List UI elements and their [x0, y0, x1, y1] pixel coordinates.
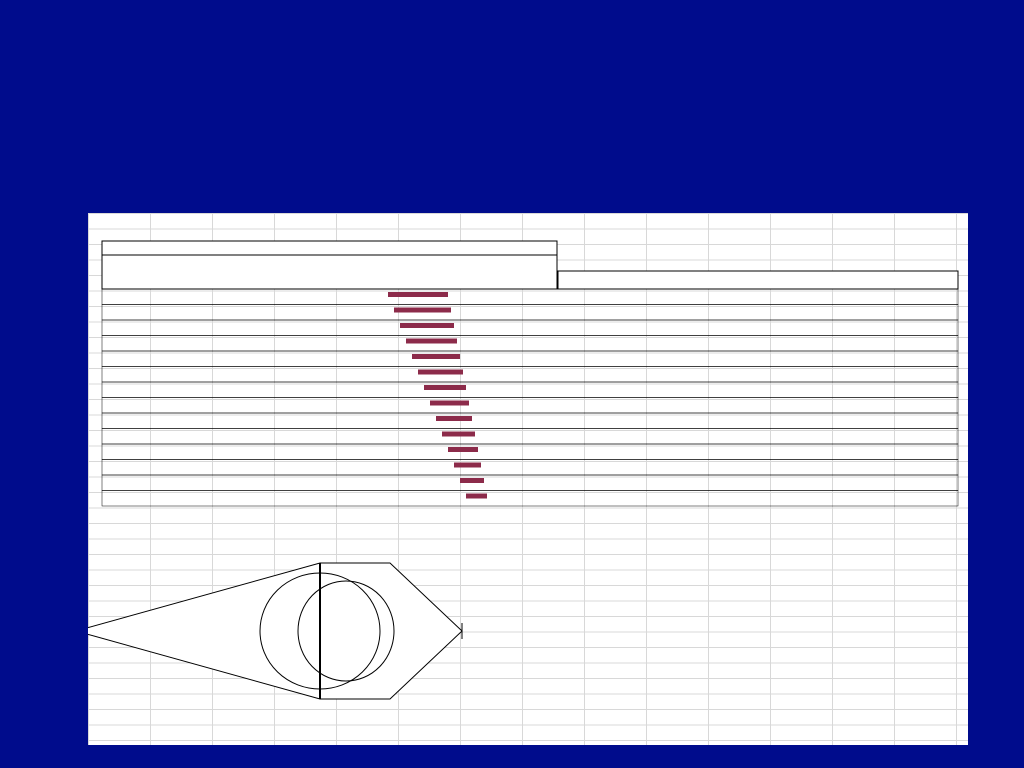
column-header-box [102, 255, 557, 289]
table-row [102, 367, 958, 383]
table-row [102, 289, 958, 305]
chart-bar [436, 416, 472, 421]
fusion-limit-shape [88, 563, 462, 699]
table-row [102, 305, 958, 321]
table-row [102, 460, 958, 476]
table-row [102, 444, 958, 460]
sheet-svg [88, 213, 968, 745]
table-row [102, 491, 958, 507]
measurement-header-box [558, 271, 958, 289]
chart-bar [412, 354, 460, 359]
table-row [102, 413, 958, 429]
row-table [102, 289, 958, 506]
chart-bar [454, 463, 481, 468]
chart-bar [448, 447, 478, 452]
bar-chart [388, 292, 487, 499]
table-row [102, 429, 958, 445]
chart-bar [418, 370, 463, 375]
table-row [102, 336, 958, 352]
chart-bar [400, 323, 454, 328]
table-row [102, 398, 958, 414]
chart-bar [406, 339, 457, 344]
header-box [102, 241, 557, 255]
spreadsheet-panel [88, 213, 968, 745]
chart-bar [430, 401, 469, 406]
table-row [102, 320, 958, 336]
viewing-diagram [88, 563, 462, 699]
chart-bar [460, 478, 484, 483]
table-row [102, 382, 958, 398]
chart-bar [466, 494, 487, 499]
chart-bar [394, 308, 451, 313]
table-row [102, 475, 958, 491]
chart-bar [388, 292, 448, 297]
chart-bar [424, 385, 466, 390]
table-row [102, 351, 958, 367]
chart-bar [442, 432, 475, 437]
